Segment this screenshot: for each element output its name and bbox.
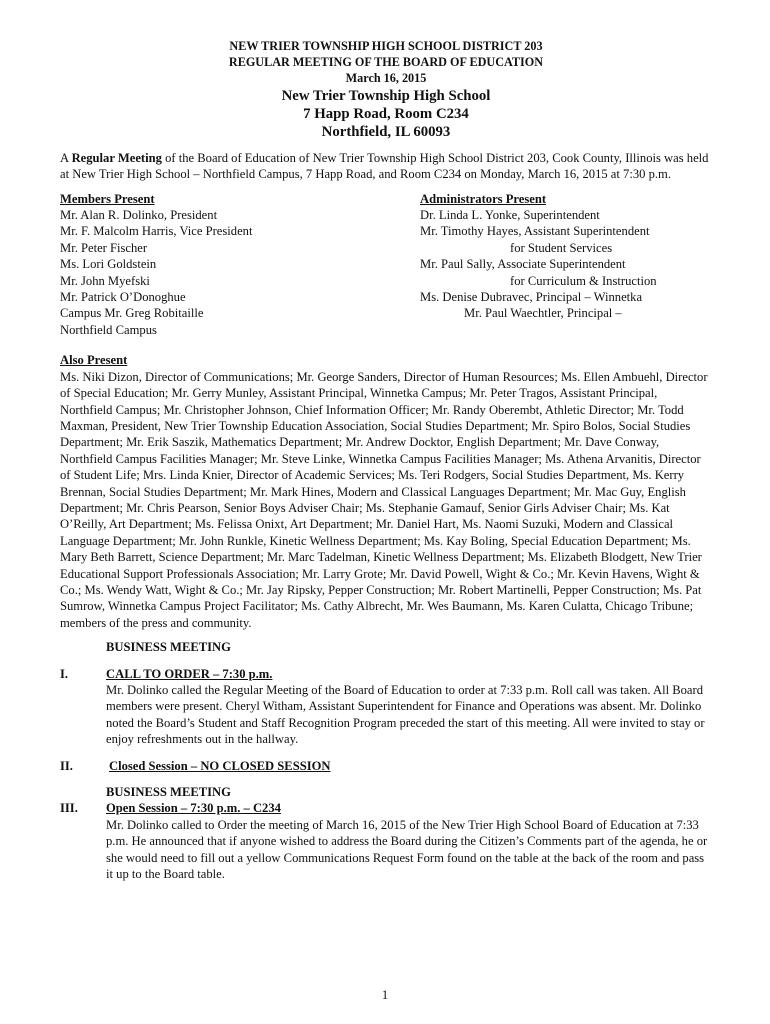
administrator-item-continuation: Mr. Paul Waechtler, Principal – bbox=[464, 306, 622, 321]
administrators-heading: Administrators Present bbox=[420, 191, 547, 206]
section-title: CALL TO ORDER – 7:30 p.m. bbox=[106, 666, 273, 681]
school-name: New Trier Township High School bbox=[281, 87, 491, 104]
meeting-date: March 16, 2015 bbox=[345, 71, 427, 86]
section-call-to-order bbox=[60, 666, 712, 748]
section-number: II. bbox=[60, 758, 73, 773]
member-item: Mr. John Myefski bbox=[60, 273, 150, 288]
business-meeting-heading: BUSINESS MEETING bbox=[106, 640, 231, 655]
administrator-item-continuation: for Curriculum & Instruction bbox=[510, 273, 657, 288]
section-closed-session bbox=[60, 758, 712, 774]
section-body bbox=[106, 784, 712, 882]
member-item: Campus Mr. Greg Robitaille bbox=[60, 306, 204, 321]
section-title: Closed Session – NO CLOSED SESSION bbox=[109, 758, 331, 773]
administrator-item: Mr. Paul Sally, Associate Superintendent bbox=[420, 257, 626, 272]
member-item: Mr. F. Malcolm Harris, Vice President bbox=[60, 224, 253, 239]
intro-prefix: A bbox=[60, 150, 72, 165]
document-header bbox=[60, 38, 712, 142]
member-item: Mr. Peter Fischer bbox=[60, 240, 148, 255]
member-item: Mr. Alan R. Dolinko, President bbox=[60, 208, 218, 223]
address-line: 7 Happ Road, Room C234 bbox=[303, 106, 469, 123]
section-number: I. bbox=[60, 666, 69, 681]
administrator-item: Dr. Linda L. Yonke, Superintendent bbox=[420, 208, 600, 223]
administrator-item: Mr. Timothy Hayes, Assistant Superintendent bbox=[420, 224, 650, 239]
meeting-title: REGULAR MEETING OF THE BOARD OF EDUCATION bbox=[228, 55, 544, 70]
section-title: Open Session – 7:30 p.m. – C234 bbox=[106, 801, 281, 816]
administrator-item: Ms. Denise Dubravec, Principal – Winnetka bbox=[420, 290, 643, 305]
section-body bbox=[106, 666, 712, 748]
section-body bbox=[106, 758, 712, 774]
administrator-item-continuation: for Student Services bbox=[510, 240, 613, 255]
member-item: Ms. Lori Goldstein bbox=[60, 257, 157, 272]
administrators-present bbox=[420, 191, 712, 339]
section-open-session bbox=[60, 784, 712, 882]
intro-bold: Regular Meeting bbox=[71, 150, 162, 165]
business-meeting-heading: BUSINESS MEETING bbox=[106, 785, 231, 800]
document-page bbox=[60, 38, 712, 882]
intro-paragraph bbox=[60, 150, 712, 183]
section-text: Mr. Dolinko called the Regular Meeting of the Board of Education to order at 7:33 p.m. Roll call was taken. All Board members were present. Cheryl Witham, Assistant Superintendent for Finance and Operations was absent. Mr. Dolinko noted the Board’s Student and Staff Recognition Program preceded the start of this meeting. All were invited to stay or enjoy refreshments out in the hallway. bbox=[106, 683, 705, 747]
member-item: Mr. Patrick O’Donoghue bbox=[60, 290, 186, 305]
members-present bbox=[60, 191, 420, 339]
also-present-heading: Also Present bbox=[60, 353, 128, 368]
page-number: 1 bbox=[381, 988, 389, 1002]
members-heading: Members Present bbox=[60, 191, 155, 206]
city-line: Northfield, IL 60093 bbox=[321, 124, 451, 141]
also-present-text: Ms. Niki Dizon, Director of Communications; Mr. George Sanders, Director of Human Resources; Ms. Ellen Ambuehl, Director of Special Education; Mr. Gerry Munley, Assistant Principal, Winnetka Campus; Mr. Peter Tragos, Assistant Principal, Northfield Campus; Mr. Christopher Johnson, Chief Information Officer; Mr. Randy Oberembt, Athletic Director; Mr. Todd Maxman, President, New Trier Township Education Association, Social Studies Department; Mr. Spiro Bolos, Social Studies Department; Mr. Erik Saszik, Mathematics Department; Mr. Andrew Docktor, English Department; Mr. Dave Conway, Northfield Campus Facilities Manager; Mr. Steve Linke, Winnetka Campus Facilities Manager; Ms. Athena Arvanitis, Director of Student Life; Mrs. Linda Knier, Director of Academic Services; Ms. Teri Rodgers, Social Studies Department, Ms. Kerry Brennan, Social Studies Department; Mr. Mark Hines, Modern and Classical Languages Department; Mr. Mac Guy, English Department; Mr. Chris Pearson, Senior Boys Adviser Chair; Ms. Stephanie Gamauf, Senior Girls Adviser Chair; Ms. Kat O’Reilly, Art Department; Ms. Felissa Onixt, Art Department; Mr. Daniel Hart, Ms. Naomi Suzuki, Modern and Classical Language Department; Mr. John Runkle, Kinetic Wellness Department; Ms. Kay Boling, Special Education Department; Ms. Mary Beth Barrett, Science Department; Mr. Marc Tadelman, Kinetic Wellness Department; Ms. Elizabeth Blodgett, New Trier Educational Support Professionals Association; Mr. Larry Grote; Mr. David Powell, Wight & Co.; Mr. Kevin Havens, Wight & Co.; Ms. Wendy Watt, Wight & Co.; Mr. Jay Ripsky, Pepper Construction; Mr. Robert Martinelli, Pepper Construction; Ms. Pat Sumrow, Winnetka Campus Project Facilitator; Ms. Cathy Albrecht, Mr. Wes Baumann, Ms. Karen Culatta, Chicago Tribune; members of the press and community. bbox=[60, 369, 708, 630]
attendance-columns bbox=[60, 191, 712, 339]
also-present bbox=[60, 352, 712, 631]
intro-text: of the Board of Education of New Trier Township High School District 203, Cook County, Illinois was held at New Trier High School – Northfield Campus, 7 Happ Road, and Room C234 on Monday, March 16, 2015 at 7:30 p.m. bbox=[60, 150, 709, 182]
district-title: NEW TRIER TOWNSHIP HIGH SCHOOL DISTRICT 203 bbox=[229, 39, 543, 53]
section-number: III. bbox=[60, 801, 78, 816]
member-item: Northfield Campus bbox=[60, 322, 157, 337]
section-text: Mr. Dolinko called to Order the meeting of March 16, 2015 of the New Trier High School Board of Education at 7:33 p.m. He announced that if anyone wished to address the Board during the Citizen’s Comments part of the agenda, he or she would need to fill out a yellow Communications Request Form found on the table at the back of the room and pass it up to the Board table. bbox=[106, 817, 708, 882]
